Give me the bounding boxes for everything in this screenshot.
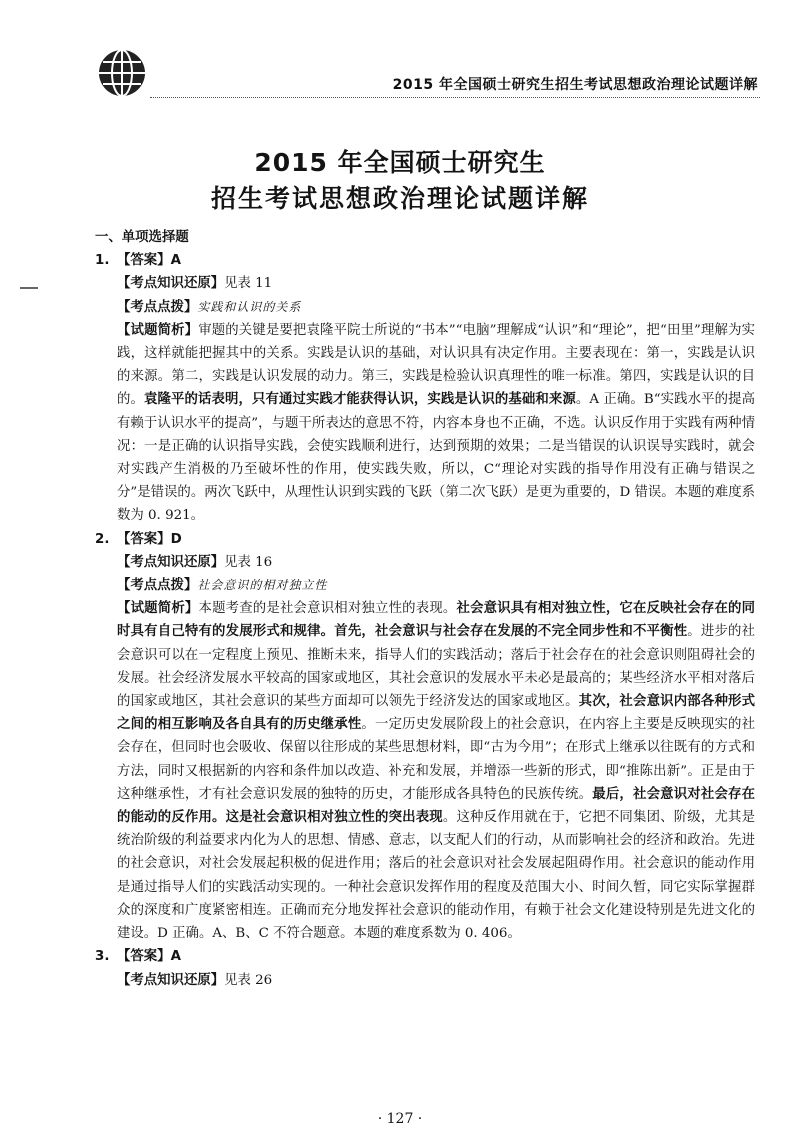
q3-kp: 见表 26 (224, 972, 273, 988)
q2-answer: D (170, 531, 182, 547)
globe-icon (97, 48, 147, 98)
q3-kp-label: 【考点知识还原】 (117, 972, 225, 988)
q1-answer: A (170, 253, 181, 269)
question-2 (95, 528, 755, 946)
question-1 (95, 249, 755, 527)
q1-analysis (95, 319, 755, 528)
q2-ana-s3: 。一定历史发展阶段上的社会意识，在内容上主要是反映现实的社会存在，但同时也会吸收、保留以往形成的某些思想材料，即“古为今用”；在形式上继承以往既有的方式和方法，同时又根据新的内容和条件加以改造、补充和发展，并增添一些新的形式，即“推陈出新”。正是由于这种继承性，才有社会意识发展的独特的历史，才能形成各具特色的民族传统。 (117, 717, 756, 802)
q1-ana-label: 【试题简析】 (117, 322, 199, 338)
q3-knowledge-line (95, 969, 755, 992)
q1-number: 1. (95, 253, 110, 269)
q2-ana-s4: 。这种反作用就在于，它把不同集团、阶级，尤其是统治阶级的利益要求内化为人的思想、情感、意志，以支配人们的行动，从而影响社会的经济和政治。先进的社会意识，对社会发展起积极的促进作用；落后的社会意识对社会发展起阻碍作用。社会意识的能动作用是通过指导人们的实践活动实现的。一种社会意识发挥作用的程度及范围大小、时间久暂，同它实际掌握群众的深度和广度紧密相连。正确而充分地发挥社会意识的能动作用，有赖于社会文化建设特别是先进文化的建设。D 正确。A、B、C 不符合题意。本题的难度系数为 0. 406。 (117, 810, 756, 942)
q2-kp-label: 【考点知识还原】 (117, 554, 225, 570)
q2-answer-label: 【答案】 (117, 531, 171, 547)
q2-ana-b2: 其次，社会意识内部各种形式之间的相互影响及各自具有的历史继承性 (117, 694, 756, 733)
q1-tip-line (95, 296, 755, 319)
q2-number: 2. (95, 531, 110, 547)
main-content (95, 226, 755, 992)
q1-knowledge-line (95, 272, 755, 295)
margin-mark (20, 287, 38, 289)
q2-knowledge-line (95, 551, 755, 574)
header-rule (150, 97, 760, 98)
q2-ana-label: 【试题简析】 (117, 601, 199, 617)
q1-ana-p1: 审题的关键是要把袁隆平院士所说的“书本”“电脑”理解成“认识”和“理论”，把“田里”理解为实践，这样就能把握其中的关系。实践是认识的基础，对认识具有决定作用。主要表现在：第一，实践是认识的来源。第二，实践是认识发展的动力。第三，实践是检验认识真理性的唯一标准。第四，实践是认识的目的。 (117, 322, 755, 408)
q2-answer-line (95, 528, 755, 551)
q1-tip: 实践和认识的关系 (197, 299, 302, 314)
q2-ana-b3: 最后，社会意识对社会存在的能动的反作用。这是社会意识相对独立性的突出表现 (117, 786, 756, 826)
q3-answer-label: 【答案】 (117, 949, 171, 965)
q2-tip-label: 【考点点拨】 (117, 578, 198, 594)
q2-ana-s2: 。进步的社会意识可以在一定程度上预见、推断未来，指导人们的实践活动；落后于社会存在的社会意识则阻碍社会的发展。社会经济发展水平较高的国家或地区，其社会意识的发展水平未必是最高的；某些经济水平相对落后的国家或地区，其社会意识的某些方面却可以领先于经济发达的国家或地区。 (117, 624, 756, 710)
q3-number: 3. (95, 949, 110, 965)
section-heading: 一、单项选择题 (95, 230, 189, 245)
doc-title-line2: 招生考试思想政治理论试题详解 (210, 184, 589, 213)
q2-ana-b1: 社会意识具有相对独立性，它在反映社会存在的同时具有自己特有的发展形式和规律。首先，社会意识与社会存在发展的不完全同步性和不平衡性 (117, 601, 756, 640)
q1-kp-label: 【考点知识还原】 (117, 276, 225, 292)
q1-ana-p2: 。A 正确。B“实践水平的提高有赖于认识水平的提高”，与题干所表达的意思不符，内容本身也不正确，不选。认识反作用于实践有两种情况：一是正确的认识指导实践，会使实践顺利进行，达到预期的效果；二是当错误的认识误导实践时，就会对实践产生消极的乃至破坏性的作用，使实践失败，所以，C“理论对实践的指导作用没有正确与错误之分”是错误的。两次飞跃中，从理性认识到实践的飞跃（第二次飞跃）是更为重要的，D 错误。本题的难度系数为 0. 921。 (117, 392, 756, 524)
q1-tip-label: 【考点点拨】 (117, 299, 198, 315)
page-number: · 127 · (377, 1111, 423, 1127)
q2-ana-s1: 本题考查的是社会意识相对独立性的表现。 (198, 601, 457, 617)
q1-answer-line (95, 249, 755, 272)
q1-answer-label: 【答案】 (117, 253, 171, 269)
running-header (0, 0, 800, 110)
q3-answer: A (170, 949, 181, 965)
q1-kp: 见表 11 (224, 276, 273, 292)
q2-kp: 见表 16 (224, 554, 273, 570)
q2-tip: 社会意识的相对独立性 (197, 578, 328, 593)
q3-answer-line (95, 945, 755, 968)
question-3 (95, 945, 755, 991)
header-title: 2015 年全国硕士研究生招生考试思想政治理论试题详解 (392, 77, 758, 93)
doc-title-line1: 2015 年全国硕士研究生 (254, 148, 546, 177)
q2-analysis (95, 597, 755, 945)
q1-ana-bold: 袁隆平的话表明，只有通过实践才能获得认识，实践是认识的基础和来源 (144, 392, 576, 408)
q2-tip-line (95, 574, 755, 597)
